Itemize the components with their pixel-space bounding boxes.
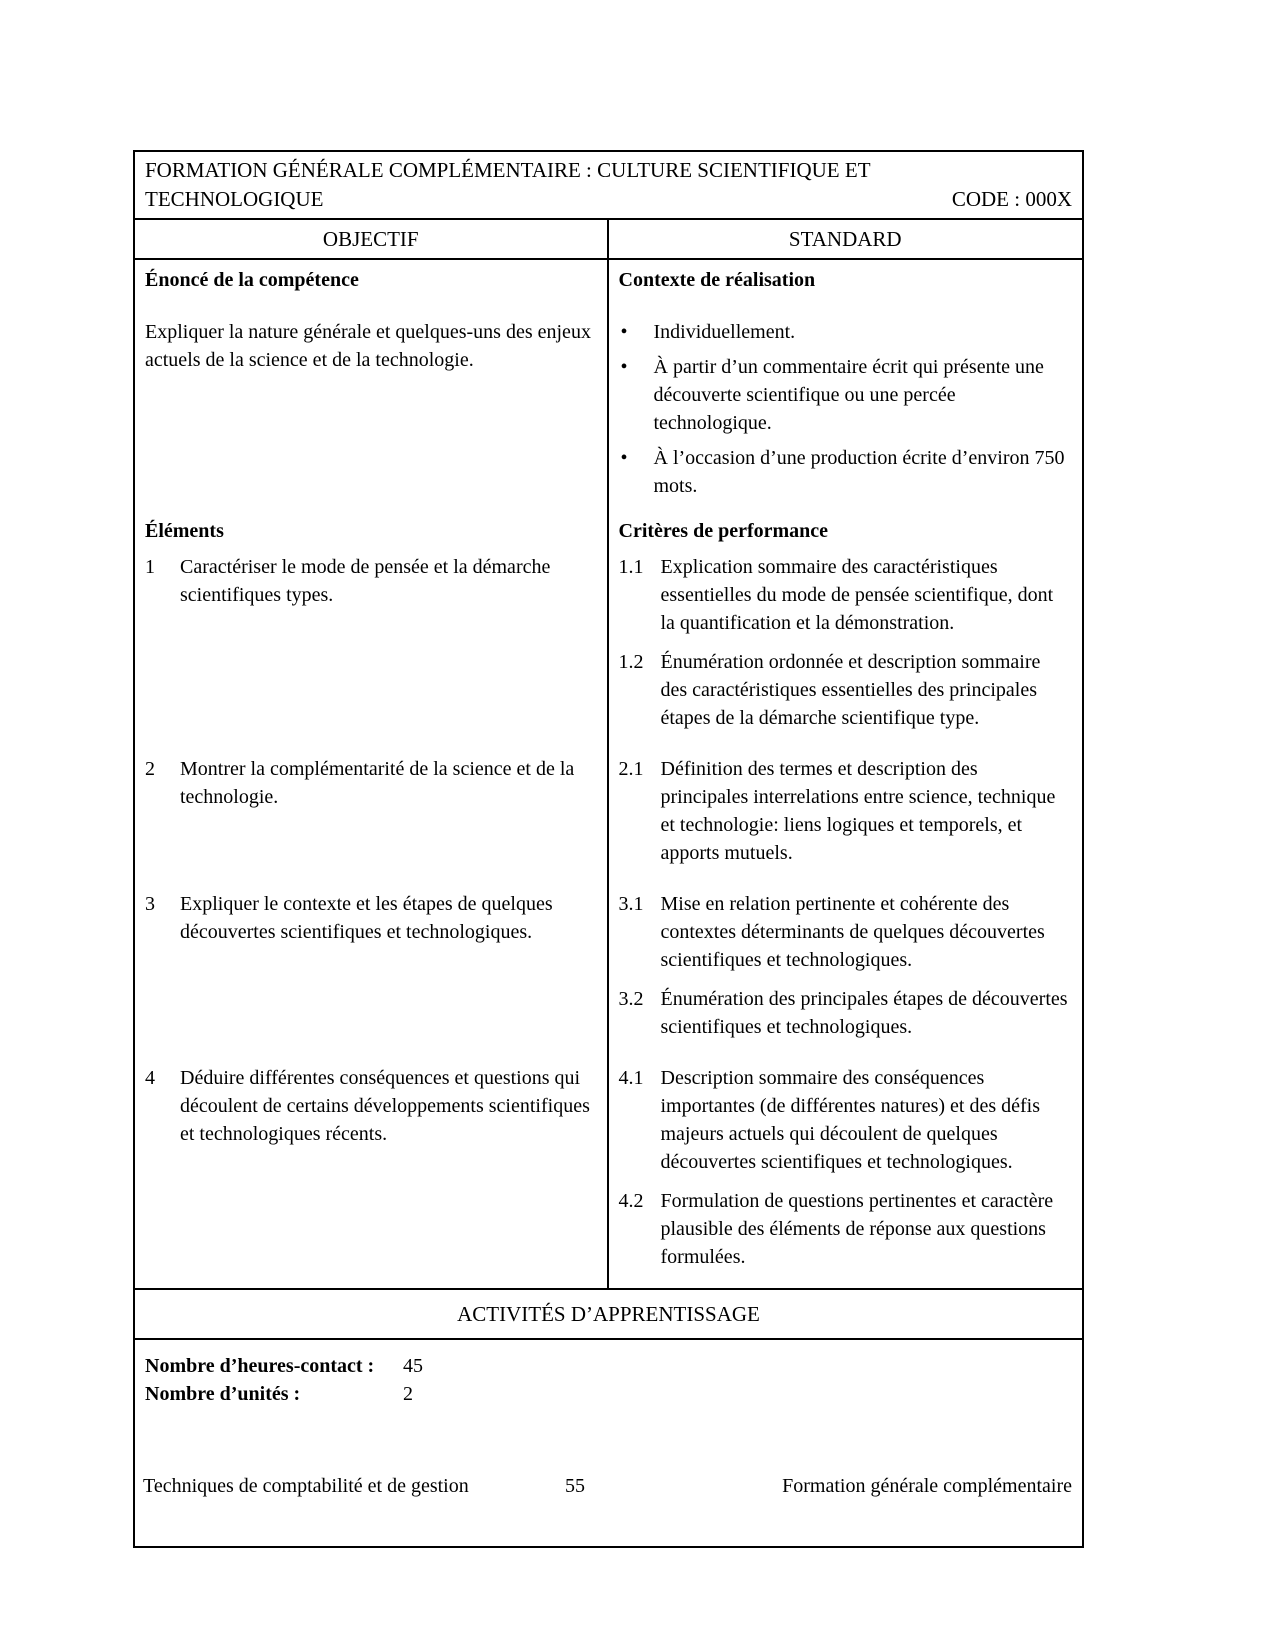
hours-value: 45 [403,1355,423,1377]
criterion-text: Énumération ordonnée et description sommaire des caractéristiques essentielles des principales étapes de la démarche scientifique type. [660,651,1041,729]
column-header-objectif: OBJECTIF [135,220,609,258]
criteria-group-1-cell [609,547,1083,749]
criterion-item [619,648,1069,732]
competence-statement-cell [135,260,609,513]
criterion-item [619,553,1069,637]
column-header-row [135,220,1082,260]
elements-heading-cell [135,513,609,547]
criterion-item [619,1187,1069,1271]
bullet-icon: • [620,447,628,469]
footer-program-name: Techniques de comptabilité et de gestion [143,1475,469,1497]
element-3-cell [135,884,609,1058]
criteria-group-4-cell [609,1058,1083,1288]
criterion-number: 3.2 [618,988,644,1010]
criterion-text: Définition des termes et description des principales interrelations entre science, technique et technologie: liens logiques et temporels, et apports mutuels. [660,758,1056,864]
context-cell [609,260,1083,513]
element-item [145,553,593,609]
bullet-icon: • [620,321,628,343]
criterion-item [619,890,1069,974]
context-item-text: Individuellement. [653,321,796,343]
criteria-heading: Critères de performance [618,520,829,542]
criterion-text: Formulation de questions pertinentes et caractère plausible des éléments de réponse aux questions formulées. [660,1190,1054,1268]
statement-heading: Énoncé de la compétence [145,269,359,291]
context-heading: Contexte de réalisation [618,269,816,291]
hours-label: Nombre d’heures-contact : [145,1355,375,1377]
element-number: 3 [145,893,155,915]
element-number: 1 [145,556,155,578]
criterion-number: 2.1 [618,758,644,780]
element-text: Caractériser le mode de pensée et la démarche scientifiques types. [180,556,551,606]
criterion-text: Mise en relation pertinente et cohérente des contextes déterminants de quelques découvertes scientifiques et technologiques. [660,893,1045,971]
criteria-group-2-cell [609,749,1083,884]
footer-page-number: 55 [565,1475,585,1497]
statement-text: Expliquer la nature générale et quelques-uns des enjeux actuels de la science et de la technologie. [145,321,591,371]
context-list [619,318,1069,500]
table-title-row [135,152,1082,220]
criterion-item [619,1064,1069,1176]
criterion-text: Explication sommaire des caractéristiques essentielles du mode de pensée scientifique, dont la quantification et la démonstration. [660,556,1054,634]
course-code: CODE : 000X [951,187,1072,211]
units-value: 2 [403,1383,413,1405]
context-item [619,318,1069,346]
criterion-text: Énumération des principales étapes de découvertes scientifiques et technologiques. [660,988,1068,1038]
bullet-icon: • [620,356,628,378]
course-specification-table [133,150,1084,1548]
element-item [145,1064,593,1148]
element-text: Montrer la complémentarité de la science et de la technologie. [180,758,575,808]
units-label: Nombre d’unités : [145,1383,301,1405]
element-2-cell [135,749,609,884]
element-text: Déduire différentes conséquences et questions qui découlent de certains développements scientifiques et technologiques récents. [180,1067,590,1145]
criterion-item [619,755,1069,867]
context-item [619,353,1069,437]
element-item [145,755,593,811]
element-number: 4 [145,1067,155,1089]
criterion-number: 3.1 [618,893,644,915]
criterion-number: 1.2 [618,651,644,673]
criterion-number: 4.2 [618,1190,644,1212]
elements-heading: Éléments [145,520,224,542]
main-content-grid [135,260,1082,1290]
element-1-cell [135,547,609,749]
element-number: 2 [145,758,155,780]
hours-units-cell [135,1340,1082,1546]
criteria-heading-cell [609,513,1083,547]
hours-row [145,1352,1072,1380]
element-item [145,890,593,946]
context-item-text: À partir d’un commentaire écrit qui présente une découverte scientifique ou une percée technologique. [653,356,1044,434]
context-item [619,444,1069,500]
context-item-text: À l’occasion d’une production écrite d’environ 750 mots. [653,447,1065,497]
page-footer [133,1472,1084,1502]
criterion-text: Description sommaire des conséquences importantes (de différentes natures) et des défis majeurs actuels qui découlent de quelques découvertes scientifiques et technologiques. [660,1067,1040,1173]
column-header-standard: STANDARD [788,227,902,251]
course-title: FORMATION GÉNÉRALE COMPLÉMENTAIRE : CULTURE SCIENTIFIQUE ET TECHNOLOGIQUE [145,158,871,211]
criterion-number: 1.1 [618,556,644,578]
criterion-item [619,985,1069,1041]
criterion-number: 4.1 [618,1067,644,1089]
units-row [145,1380,1072,1408]
element-4-cell [135,1058,609,1288]
footer-section-name: Formation générale complémentaire [782,1475,1072,1497]
criteria-group-3-cell [609,884,1083,1058]
activities-heading: ACTIVITÉS D’APPRENTISSAGE [135,1290,1082,1340]
element-text: Expliquer le contexte et les étapes de quelques découvertes scientifiques et technologiques. [180,893,553,943]
